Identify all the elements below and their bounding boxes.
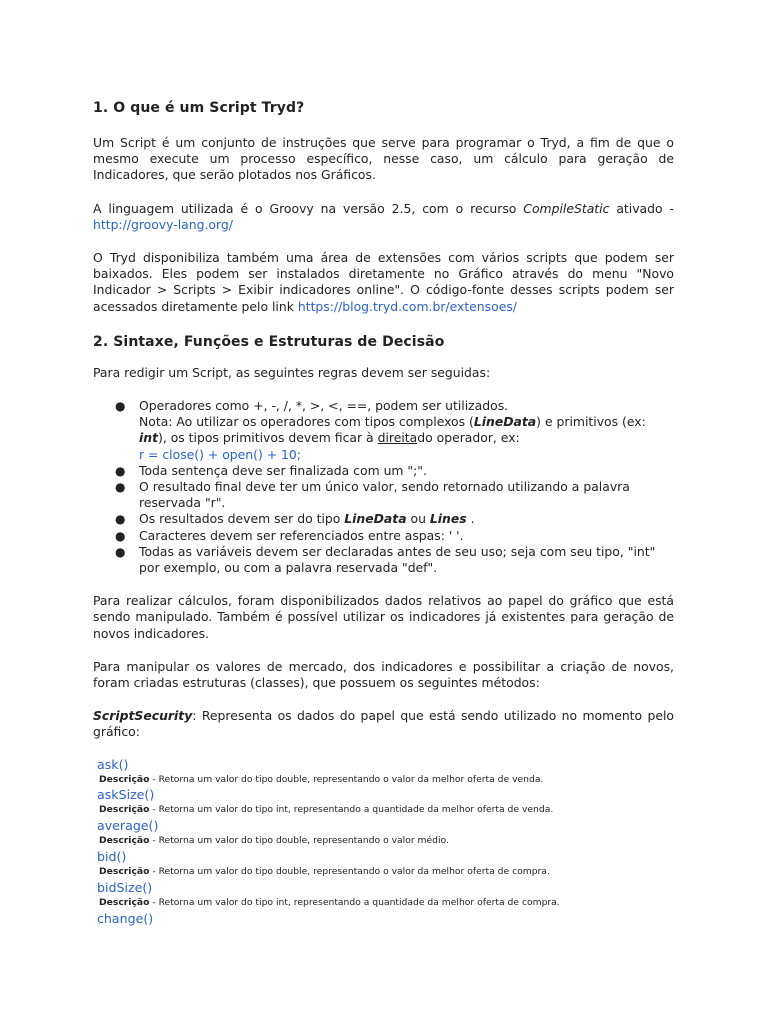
extensions-link[interactable]: https://blog.tryd.com.br/extensoes/ [297, 298, 517, 314]
rule-item-characters: ● Caracteres devem ser referenciados entre aspas: ' '. [115, 527, 464, 543]
method-description: Descrição - Retorna um valor do tipo int, representando a quantidade da melhor oferta de compra. [99, 896, 560, 908]
bullet-icon: ● [115, 528, 126, 543]
method-name[interactable]: bidSize() [97, 879, 153, 895]
bullet-icon: ● [115, 512, 126, 527]
bullet-icon: ● [115, 399, 126, 414]
method-name[interactable]: ask() [97, 756, 129, 772]
bullet-icon: ● [115, 463, 126, 478]
method-description: Descrição - Retorna um valor do tipo int, representando a quantidade da melhor oferta de venda. [99, 804, 554, 816]
bullet-icon: ● [115, 544, 126, 559]
calculation-paragraph: Para realizar cálculos, foram disponibilizados dados relativos ao papel do gráfico que está sendo manipulado. Também é possível utilizar os indicadores já existentes para geração de novos indicadores. [93, 593, 674, 641]
method-description: Descrição - Retorna um valor do tipo double, representando o valor da melhor oferta de compra. [99, 866, 550, 878]
rule-item-types: ● Os resultados devem ser do tipo LineData ou Lines . [115, 511, 475, 527]
section-1-paragraph-1: Um Script é um conjunto de instruções que serve para programar o Tryd, a fim de que o mesmo execute um processo específico, nesse caso, um cálculo para geração de Indicadores, que serão plotados nos Gráficos. [93, 135, 674, 183]
section-2-title: 2. Sintaxe, Funções e Estruturas de Decisão [93, 333, 445, 350]
script-security-paragraph: ScriptSecurity: Representa os dados do papel que está sendo utilizado no momento pelo gráfico: [93, 708, 674, 740]
method-item [97, 787, 674, 818]
rule-item-operators: ● Operadores como +, -, /, *, >, <, ==, podem ser utilizados. Nota: Ao utilizar os operadores com tipos complexos (LineData) e primitivos (ex: int), os tipos primitivos devem ficar à direitado operador, ex: r = close() + open() + 10; [115, 398, 646, 462]
method-item [97, 849, 674, 880]
code-example: r = close() + open() + 10; [139, 446, 301, 462]
compile-static-term: CompileStatic [523, 200, 610, 216]
rules-intro: Para redigir um Script, as seguintes regras devem ser seguidas: [93, 364, 491, 380]
section-1-paragraph-3: O Tryd disponibiliza também uma área de extensões com vários scripts que podem ser baixados. Eles podem ser instalados diretamente no Gráfico através do menu "Novo Indicador > Scripts > Exibir indicadores online". O código-fonte desses scripts podem ser acessados diretamente pelo link https://blog.tryd.com.br/extensoes/ [93, 250, 674, 314]
method-item [97, 757, 674, 788]
rule-item-variables: ● Todas as variáveis devem ser declaradas antes de seu uso; seja com seu tipo, "int" por exemplo, ou com a palavra reservada "def". [115, 543, 656, 576]
method-name[interactable]: average() [97, 818, 159, 834]
methods-list [93, 757, 674, 927]
method-name[interactable]: change() [97, 910, 154, 926]
method-name[interactable]: bid() [97, 849, 127, 865]
method-item [97, 911, 674, 927]
bullet-icon: ● [115, 480, 126, 495]
method-description: Descrição - Retorna um valor do tipo double, representando o valor médio. [99, 835, 449, 847]
document-page [93, 98, 674, 927]
rule-item-result: ● O resultado final deve ter um único valor, sendo retornado utilizando a palavra reservada "r". [115, 479, 630, 511]
rule-item-semicolon: ● Toda sentença deve ser finalizada com um ";". [115, 462, 427, 478]
section-1-paragraph-2: A linguagem utilizada é o Groovy na versão 2.5, com o recurso CompileStatic ativado - http://groovy-lang.org/ [93, 200, 674, 232]
groovy-link[interactable]: http://groovy-lang.org/ [93, 216, 233, 232]
section-1-title: 1. O que é um Script Tryd? [93, 100, 305, 116]
script-security-term: ScriptSecurity [93, 708, 193, 724]
method-item [97, 818, 674, 849]
method-description: Descrição - Retorna um valor do tipo double, representando o valor da melhor oferta de venda. [99, 773, 544, 785]
method-item [97, 880, 674, 911]
structures-paragraph: Para manipular os valores de mercado, dos indicadores e possibilitar a criação de novos, foram criadas estruturas (classes), que possuem os seguintes métodos: [93, 658, 674, 691]
rules-list [93, 398, 674, 576]
method-name[interactable]: askSize() [97, 787, 155, 803]
